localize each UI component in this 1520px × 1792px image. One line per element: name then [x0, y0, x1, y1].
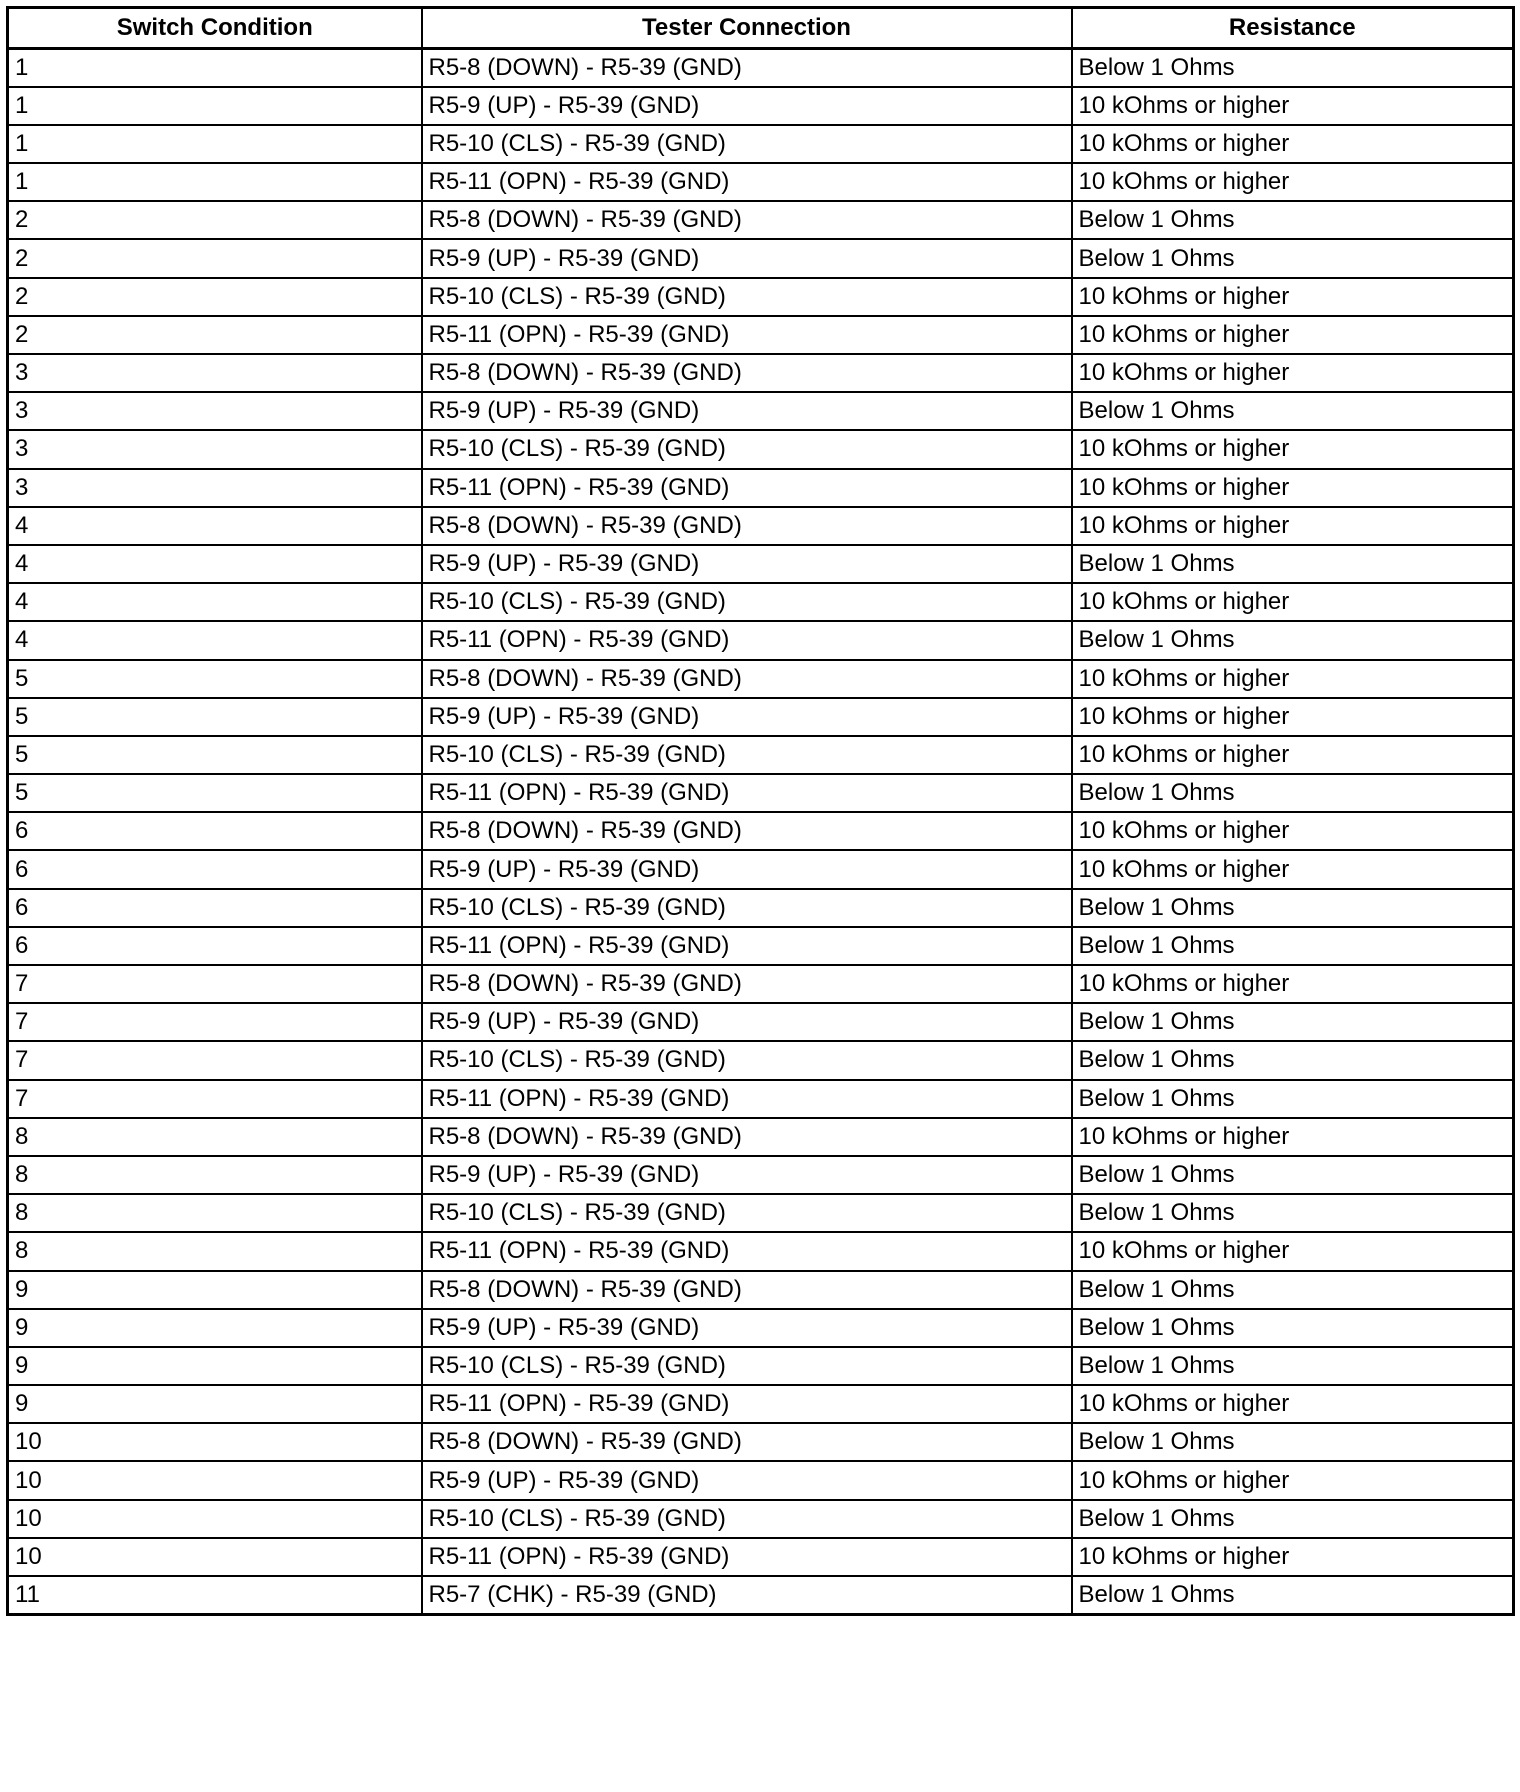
cell-resistance: 10 kOhms or higher — [1072, 507, 1514, 545]
cell-tester-connection: R5-8 (DOWN) - R5-39 (GND) — [422, 660, 1072, 698]
cell-switch-condition: 5 — [8, 660, 422, 698]
resistance-table — [6, 6, 1515, 1616]
table-row — [8, 1538, 1514, 1576]
cell-switch-condition: 9 — [8, 1271, 422, 1309]
table-row — [8, 469, 1514, 507]
cell-tester-connection: R5-9 (UP) - R5-39 (GND) — [422, 1003, 1072, 1041]
cell-switch-condition: 7 — [8, 965, 422, 1003]
table-row — [8, 736, 1514, 774]
cell-resistance: Below 1 Ohms — [1072, 1576, 1514, 1614]
cell-tester-connection: R5-8 (DOWN) - R5-39 (GND) — [422, 507, 1072, 545]
cell-resistance: 10 kOhms or higher — [1072, 125, 1514, 163]
cell-tester-connection: R5-10 (CLS) - R5-39 (GND) — [422, 1194, 1072, 1232]
cell-switch-condition: 1 — [8, 125, 422, 163]
table-row — [8, 1232, 1514, 1270]
table-row — [8, 545, 1514, 583]
cell-tester-connection: R5-10 (CLS) - R5-39 (GND) — [422, 430, 1072, 468]
cell-switch-condition: 7 — [8, 1041, 422, 1079]
cell-resistance: 10 kOhms or higher — [1072, 1385, 1514, 1423]
cell-tester-connection: R5-10 (CLS) - R5-39 (GND) — [422, 1041, 1072, 1079]
cell-resistance: Below 1 Ohms — [1072, 1080, 1514, 1118]
cell-tester-connection: R5-11 (OPN) - R5-39 (GND) — [422, 621, 1072, 659]
cell-tester-connection: R5-8 (DOWN) - R5-39 (GND) — [422, 1423, 1072, 1461]
table-row — [8, 621, 1514, 659]
cell-switch-condition: 8 — [8, 1194, 422, 1232]
header-switch-condition: Switch Condition — [8, 8, 422, 49]
table-row — [8, 1309, 1514, 1347]
cell-resistance: 10 kOhms or higher — [1072, 430, 1514, 468]
cell-resistance: 10 kOhms or higher — [1072, 660, 1514, 698]
table-row — [8, 239, 1514, 277]
cell-switch-condition: 4 — [8, 583, 422, 621]
cell-switch-condition: 5 — [8, 698, 422, 736]
cell-resistance: 10 kOhms or higher — [1072, 812, 1514, 850]
cell-switch-condition: 10 — [8, 1423, 422, 1461]
table-row — [8, 125, 1514, 163]
table-row — [8, 850, 1514, 888]
cell-resistance: Below 1 Ohms — [1072, 621, 1514, 659]
cell-tester-connection: R5-11 (OPN) - R5-39 (GND) — [422, 163, 1072, 201]
table-row — [8, 316, 1514, 354]
table-row — [8, 1500, 1514, 1538]
cell-resistance: 10 kOhms or higher — [1072, 278, 1514, 316]
cell-resistance: Below 1 Ohms — [1072, 1041, 1514, 1079]
cell-switch-condition: 2 — [8, 278, 422, 316]
table-row — [8, 698, 1514, 736]
cell-switch-condition: 5 — [8, 736, 422, 774]
cell-switch-condition: 6 — [8, 927, 422, 965]
cell-switch-condition: 6 — [8, 850, 422, 888]
cell-tester-connection: R5-11 (OPN) - R5-39 (GND) — [422, 1232, 1072, 1270]
header-row — [8, 8, 1514, 49]
cell-switch-condition: 6 — [8, 889, 422, 927]
cell-switch-condition: 7 — [8, 1003, 422, 1041]
table-row — [8, 507, 1514, 545]
cell-resistance: 10 kOhms or higher — [1072, 1461, 1514, 1499]
cell-tester-connection: R5-10 (CLS) - R5-39 (GND) — [422, 736, 1072, 774]
header-resistance: Resistance — [1072, 8, 1514, 49]
table-row — [8, 1003, 1514, 1041]
header-tester-connection: Tester Connection — [422, 8, 1072, 49]
cell-resistance: 10 kOhms or higher — [1072, 1232, 1514, 1270]
cell-switch-condition: 6 — [8, 812, 422, 850]
table-row — [8, 354, 1514, 392]
cell-resistance: Below 1 Ohms — [1072, 1500, 1514, 1538]
table-row — [8, 889, 1514, 927]
cell-resistance: Below 1 Ohms — [1072, 239, 1514, 277]
cell-tester-connection: R5-9 (UP) - R5-39 (GND) — [422, 239, 1072, 277]
cell-resistance: 10 kOhms or higher — [1072, 87, 1514, 125]
table-row — [8, 583, 1514, 621]
cell-tester-connection: R5-8 (DOWN) - R5-39 (GND) — [422, 812, 1072, 850]
cell-tester-connection: R5-11 (OPN) - R5-39 (GND) — [422, 316, 1072, 354]
cell-tester-connection: R5-10 (CLS) - R5-39 (GND) — [422, 1500, 1072, 1538]
cell-tester-connection: R5-10 (CLS) - R5-39 (GND) — [422, 1347, 1072, 1385]
cell-tester-connection: R5-9 (UP) - R5-39 (GND) — [422, 1309, 1072, 1347]
cell-tester-connection: R5-9 (UP) - R5-39 (GND) — [422, 698, 1072, 736]
cell-resistance: 10 kOhms or higher — [1072, 354, 1514, 392]
cell-resistance: Below 1 Ohms — [1072, 927, 1514, 965]
cell-switch-condition: 2 — [8, 316, 422, 354]
cell-switch-condition: 10 — [8, 1500, 422, 1538]
cell-switch-condition: 11 — [8, 1576, 422, 1614]
cell-switch-condition: 8 — [8, 1156, 422, 1194]
resistance-table-container — [6, 6, 1512, 1616]
table-row — [8, 392, 1514, 430]
cell-switch-condition: 1 — [8, 49, 422, 87]
cell-switch-condition: 1 — [8, 163, 422, 201]
cell-resistance: Below 1 Ohms — [1072, 1347, 1514, 1385]
cell-resistance: 10 kOhms or higher — [1072, 583, 1514, 621]
cell-resistance: Below 1 Ohms — [1072, 392, 1514, 430]
cell-switch-condition: 9 — [8, 1309, 422, 1347]
cell-resistance: Below 1 Ohms — [1072, 1423, 1514, 1461]
cell-switch-condition: 3 — [8, 392, 422, 430]
cell-tester-connection: R5-7 (CHK) - R5-39 (GND) — [422, 1576, 1072, 1614]
cell-tester-connection: R5-9 (UP) - R5-39 (GND) — [422, 850, 1072, 888]
cell-resistance: 10 kOhms or higher — [1072, 965, 1514, 1003]
table-row — [8, 163, 1514, 201]
table-row — [8, 430, 1514, 468]
table-row — [8, 1385, 1514, 1423]
cell-tester-connection: R5-8 (DOWN) - R5-39 (GND) — [422, 201, 1072, 239]
cell-resistance: Below 1 Ohms — [1072, 1194, 1514, 1232]
cell-resistance: Below 1 Ohms — [1072, 1156, 1514, 1194]
cell-resistance: Below 1 Ohms — [1072, 1309, 1514, 1347]
cell-tester-connection: R5-11 (OPN) - R5-39 (GND) — [422, 469, 1072, 507]
cell-tester-connection: R5-11 (OPN) - R5-39 (GND) — [422, 1538, 1072, 1576]
cell-resistance: 10 kOhms or higher — [1072, 698, 1514, 736]
table-row — [8, 1156, 1514, 1194]
table-row — [8, 812, 1514, 850]
table-row — [8, 278, 1514, 316]
cell-switch-condition: 10 — [8, 1461, 422, 1499]
table-row — [8, 965, 1514, 1003]
cell-tester-connection: R5-10 (CLS) - R5-39 (GND) — [422, 125, 1072, 163]
cell-switch-condition: 8 — [8, 1118, 422, 1156]
cell-tester-connection: R5-8 (DOWN) - R5-39 (GND) — [422, 354, 1072, 392]
table-row — [8, 660, 1514, 698]
cell-switch-condition: 9 — [8, 1385, 422, 1423]
table-row — [8, 201, 1514, 239]
cell-switch-condition: 4 — [8, 507, 422, 545]
cell-switch-condition: 5 — [8, 774, 422, 812]
cell-tester-connection: R5-9 (UP) - R5-39 (GND) — [422, 1156, 1072, 1194]
cell-switch-condition: 8 — [8, 1232, 422, 1270]
cell-tester-connection: R5-9 (UP) - R5-39 (GND) — [422, 1461, 1072, 1499]
cell-switch-condition: 3 — [8, 469, 422, 507]
table-row — [8, 774, 1514, 812]
cell-resistance: Below 1 Ohms — [1072, 49, 1514, 87]
cell-tester-connection: R5-10 (CLS) - R5-39 (GND) — [422, 889, 1072, 927]
cell-tester-connection: R5-9 (UP) - R5-39 (GND) — [422, 545, 1072, 583]
table-row — [8, 1118, 1514, 1156]
cell-tester-connection: R5-9 (UP) - R5-39 (GND) — [422, 87, 1072, 125]
cell-resistance: 10 kOhms or higher — [1072, 469, 1514, 507]
cell-tester-connection: R5-11 (OPN) - R5-39 (GND) — [422, 927, 1072, 965]
cell-tester-connection: R5-8 (DOWN) - R5-39 (GND) — [422, 1271, 1072, 1309]
cell-resistance: 10 kOhms or higher — [1072, 850, 1514, 888]
table-row — [8, 1041, 1514, 1079]
table-row — [8, 1423, 1514, 1461]
table-row — [8, 1461, 1514, 1499]
cell-resistance: Below 1 Ohms — [1072, 201, 1514, 239]
cell-tester-connection: R5-11 (OPN) - R5-39 (GND) — [422, 1385, 1072, 1423]
cell-switch-condition: 2 — [8, 201, 422, 239]
table-row — [8, 87, 1514, 125]
cell-resistance: 10 kOhms or higher — [1072, 316, 1514, 354]
table-row — [8, 1576, 1514, 1614]
cell-switch-condition: 4 — [8, 545, 422, 583]
cell-resistance: Below 1 Ohms — [1072, 889, 1514, 927]
cell-tester-connection: R5-8 (DOWN) - R5-39 (GND) — [422, 1118, 1072, 1156]
cell-switch-condition: 7 — [8, 1080, 422, 1118]
cell-switch-condition: 3 — [8, 430, 422, 468]
table-row — [8, 1194, 1514, 1232]
cell-resistance: 10 kOhms or higher — [1072, 1118, 1514, 1156]
cell-tester-connection: R5-8 (DOWN) - R5-39 (GND) — [422, 49, 1072, 87]
table-row — [8, 1080, 1514, 1118]
cell-switch-condition: 9 — [8, 1347, 422, 1385]
cell-switch-condition: 10 — [8, 1538, 422, 1576]
table-body — [8, 49, 1514, 1615]
cell-tester-connection: R5-11 (OPN) - R5-39 (GND) — [422, 774, 1072, 812]
cell-tester-connection: R5-10 (CLS) - R5-39 (GND) — [422, 583, 1072, 621]
table-row — [8, 927, 1514, 965]
table-header — [8, 8, 1514, 49]
table-row — [8, 49, 1514, 87]
cell-tester-connection: R5-10 (CLS) - R5-39 (GND) — [422, 278, 1072, 316]
cell-tester-connection: R5-9 (UP) - R5-39 (GND) — [422, 392, 1072, 430]
table-row — [8, 1271, 1514, 1309]
cell-switch-condition: 2 — [8, 239, 422, 277]
cell-resistance: Below 1 Ohms — [1072, 774, 1514, 812]
cell-resistance: 10 kOhms or higher — [1072, 163, 1514, 201]
cell-resistance: 10 kOhms or higher — [1072, 736, 1514, 774]
cell-resistance: Below 1 Ohms — [1072, 545, 1514, 583]
cell-switch-condition: 3 — [8, 354, 422, 392]
cell-switch-condition: 4 — [8, 621, 422, 659]
cell-resistance: Below 1 Ohms — [1072, 1271, 1514, 1309]
table-row — [8, 1347, 1514, 1385]
cell-resistance: 10 kOhms or higher — [1072, 1538, 1514, 1576]
cell-switch-condition: 1 — [8, 87, 422, 125]
cell-tester-connection: R5-11 (OPN) - R5-39 (GND) — [422, 1080, 1072, 1118]
cell-resistance: Below 1 Ohms — [1072, 1003, 1514, 1041]
cell-tester-connection: R5-8 (DOWN) - R5-39 (GND) — [422, 965, 1072, 1003]
